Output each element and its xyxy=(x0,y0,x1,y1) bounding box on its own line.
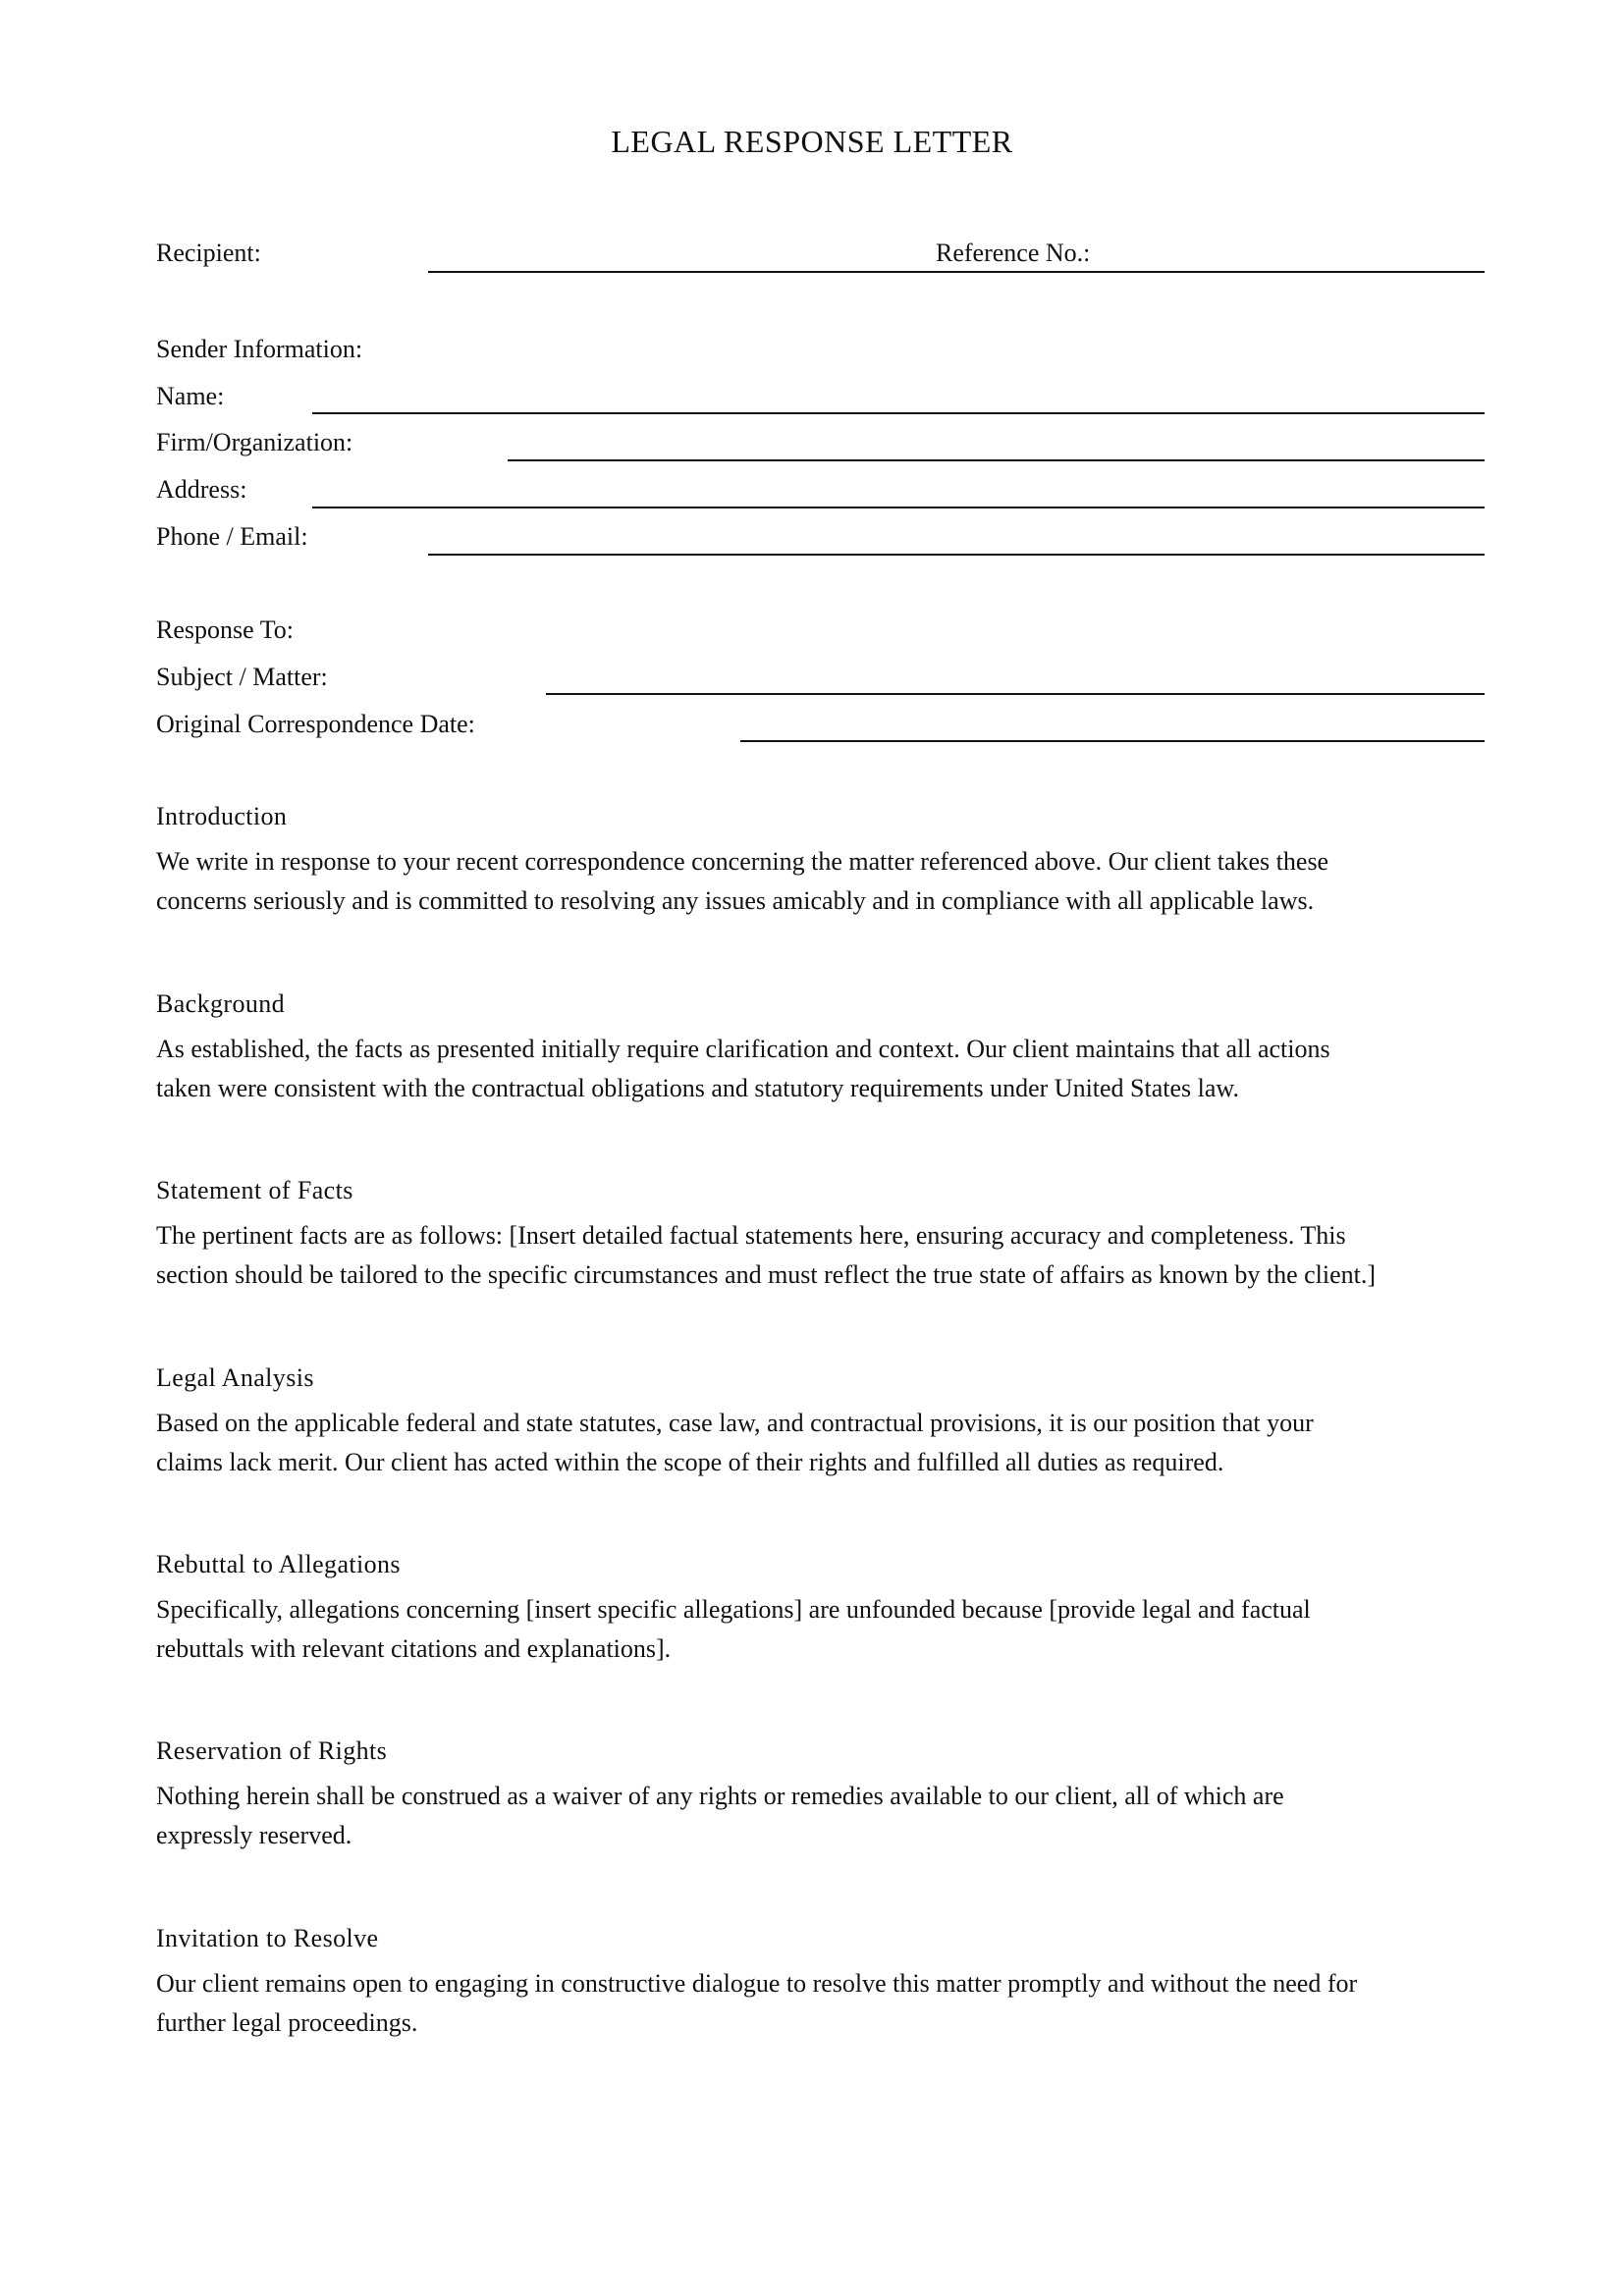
section-body-rebuttal xyxy=(156,1590,1491,1669)
reference-label: Reference No.: xyxy=(936,239,1091,267)
section-body-reservation-of-rights xyxy=(156,1777,1491,1855)
section-heading-legal-analysis: Legal Analysis xyxy=(156,1363,314,1392)
paragraph-line: Based on the applicable federal and state statutes, case law, and contractual provisions, it is our position that your xyxy=(156,1409,1314,1437)
section-heading-reservation-of-rights: Reservation of Rights xyxy=(156,1736,388,1765)
paragraph-line: claims lack merit. Our client has acted within the scope of their rights and fulfilled all duties as required. xyxy=(156,1448,1224,1476)
date-line[interactable] xyxy=(740,740,1485,742)
sender-heading: Sender Information: xyxy=(156,335,363,363)
subject-line[interactable] xyxy=(546,693,1485,695)
firm-label: Firm/Organization: xyxy=(156,428,353,456)
section-body-background xyxy=(156,1030,1491,1108)
paragraph-line: We write in response to your recent correspondence concerning the matter referenced above. Our client takes these xyxy=(156,847,1329,876)
address-line[interactable] xyxy=(312,507,1485,508)
document-title: LEGAL RESPONSE LETTER xyxy=(611,124,1013,159)
paragraph-line: Specifically, allegations concerning [insert specific allegations] are unfounded because [provide legal and factual xyxy=(156,1595,1311,1624)
address-label: Address: xyxy=(156,475,247,504)
subject-label: Subject / Matter: xyxy=(156,663,328,691)
section-heading-background: Background xyxy=(156,989,286,1018)
paragraph-line: further legal proceedings. xyxy=(156,2008,418,2037)
paragraph-line: expressly reserved. xyxy=(156,1821,352,1849)
name-label: Name: xyxy=(156,382,225,410)
recipient-label: Recipient: xyxy=(156,239,261,267)
section-heading-statement-of-facts: Statement of Facts xyxy=(156,1176,353,1204)
recipient-line[interactable] xyxy=(428,271,1485,273)
paragraph-line: As established, the facts as presented initially require clarification and context. Our client maintains that all actions xyxy=(156,1035,1330,1063)
section-heading-invitation-to-resolve: Invitation to Resolve xyxy=(156,1924,379,1952)
paragraph-line: Nothing herein shall be construed as a waiver of any rights or remedies available to our client, all of which are xyxy=(156,1782,1284,1810)
firm-line[interactable] xyxy=(508,459,1485,461)
date-label: Original Correspondence Date: xyxy=(156,710,475,738)
paragraph-line: The pertinent facts are as follows: [Insert detailed factual statements here, ensuring accuracy and completeness. This xyxy=(156,1221,1346,1250)
paragraph-line: Our client remains open to engaging in constructive dialogue to resolve this matter promptly and without the need for xyxy=(156,1969,1358,1998)
contact-label: Phone / Email: xyxy=(156,522,308,551)
paragraph-line: taken were consistent with the contractual obligations and statutory requirements under United States law. xyxy=(156,1074,1240,1102)
section-heading-rebuttal: Rebuttal to Allegations xyxy=(156,1550,401,1578)
response-heading: Response To: xyxy=(156,615,294,644)
section-body-introduction xyxy=(156,842,1491,921)
paragraph-line: section should be tailored to the specific circumstances and must reflect the true state of affairs as known by the client.] xyxy=(156,1260,1377,1289)
section-heading-introduction: Introduction xyxy=(156,802,288,830)
section-body-legal-analysis xyxy=(156,1404,1491,1482)
paragraph-line: concerns seriously and is committed to resolving any issues amicably and in compliance with all applicable laws. xyxy=(156,886,1315,915)
contact-line[interactable] xyxy=(428,554,1485,556)
section-body-statement-of-facts xyxy=(156,1216,1491,1295)
section-body-invitation-to-resolve xyxy=(156,1964,1491,2043)
paragraph-line: rebuttals with relevant citations and explanations]. xyxy=(156,1634,672,1663)
name-line[interactable] xyxy=(312,412,1485,414)
